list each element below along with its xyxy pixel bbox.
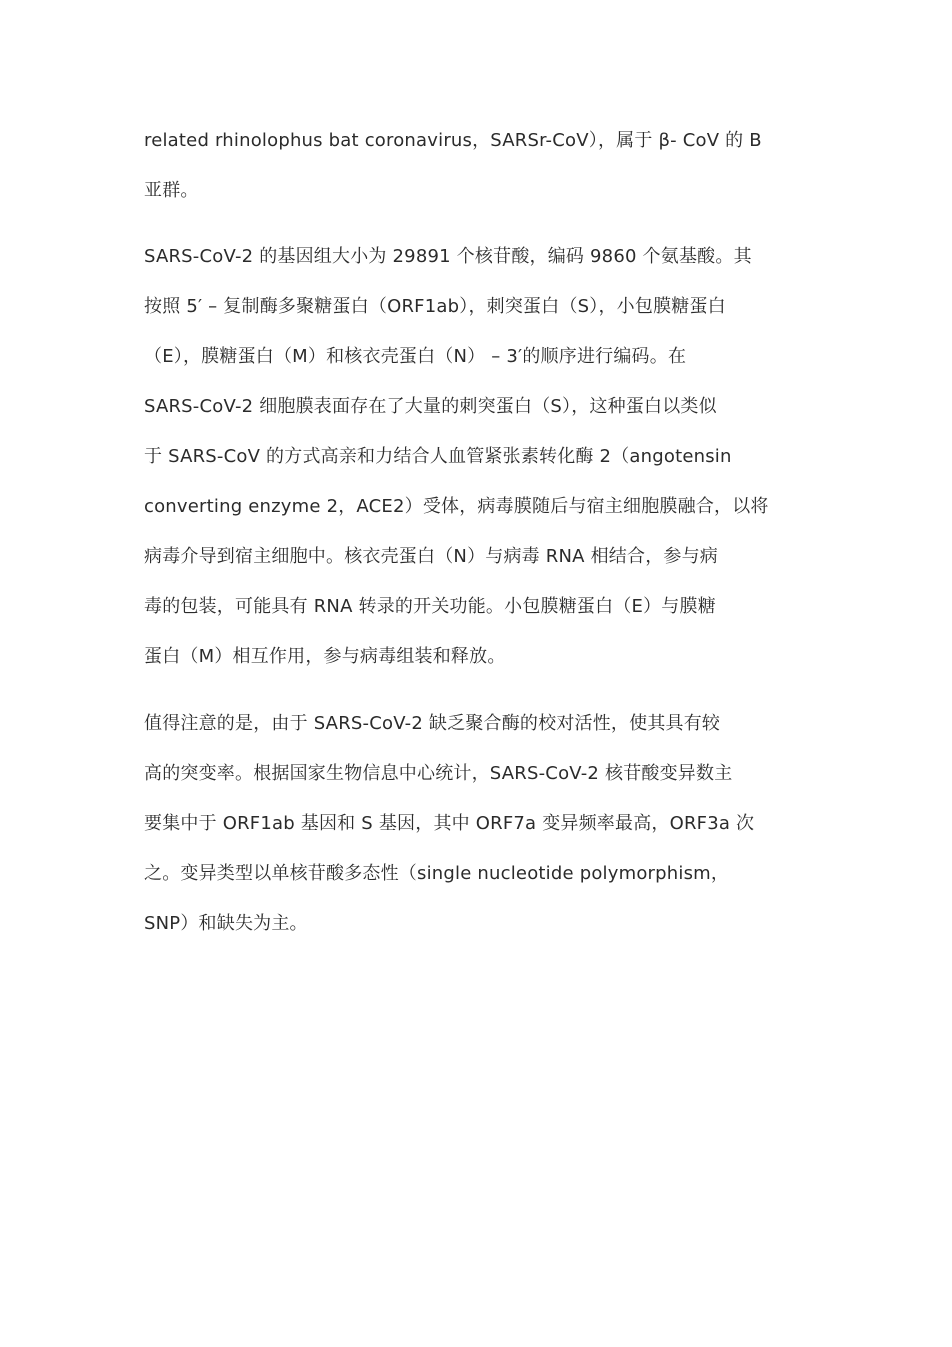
- text-line: 于 SARS-CoV 的方式高亲和力结合人血管紧张素转化酶 2（angotensin: [144, 446, 732, 467]
- text-line: （E），膜糖蛋白（M）和核衣壳蛋白（N） – 3′的顺序进行编码。在: [144, 346, 687, 367]
- text-line: 亚群。: [144, 180, 199, 201]
- text-line: SARS-CoV-2 细胞膜表面存在了大量的刺突蛋白（S），这种蛋白以类似: [144, 396, 717, 417]
- text-line: 蛋白（M）相互作用，参与病毒组装和释放。: [144, 646, 506, 667]
- text-line: 要集中于 ORF1ab 基因和 S 基因，其中 ORF7a 变异频率最高，ORF3a 次: [144, 813, 755, 834]
- text-line: related rhinolophus bat coronavirus，SARSr-CoV），属于 β- CoV 的 B: [144, 130, 762, 151]
- text-line: 高的突变率。根据国家生物信息中心统计，SARS-CoV-2 核苷酸变异数主: [144, 763, 733, 784]
- text-line: 病毒介导到宿主细胞中。核衣壳蛋白（N）与病毒 RNA 相结合，参与病: [144, 546, 718, 567]
- text-line: SNP）和缺失为主。: [144, 913, 308, 934]
- text-line: converting enzyme 2，ACE2）受体，病毒膜随后与宿主细胞膜融合，以将: [144, 496, 769, 517]
- text-line: SARS-CoV-2 的基因组大小为 29891 个核苷酸，编码 9860 个氨基酸。其: [144, 246, 752, 267]
- text-line: 值得注意的是，由于 SARS-CoV-2 缺乏聚合酶的校对活性，使其具有较: [144, 713, 721, 734]
- text-line: 按照 5′ – 复制酶多聚糖蛋白（ORF1ab），刺突蛋白（S），小包膜糖蛋白: [144, 296, 726, 317]
- text-line: 之。变异类型以单核苷酸多态性（single nucleotide polymorphism，: [144, 863, 730, 884]
- text-line: 毒的包装，可能具有 RNA 转录的开关功能。小包膜糖蛋白（E）与膜糖: [144, 596, 716, 617]
